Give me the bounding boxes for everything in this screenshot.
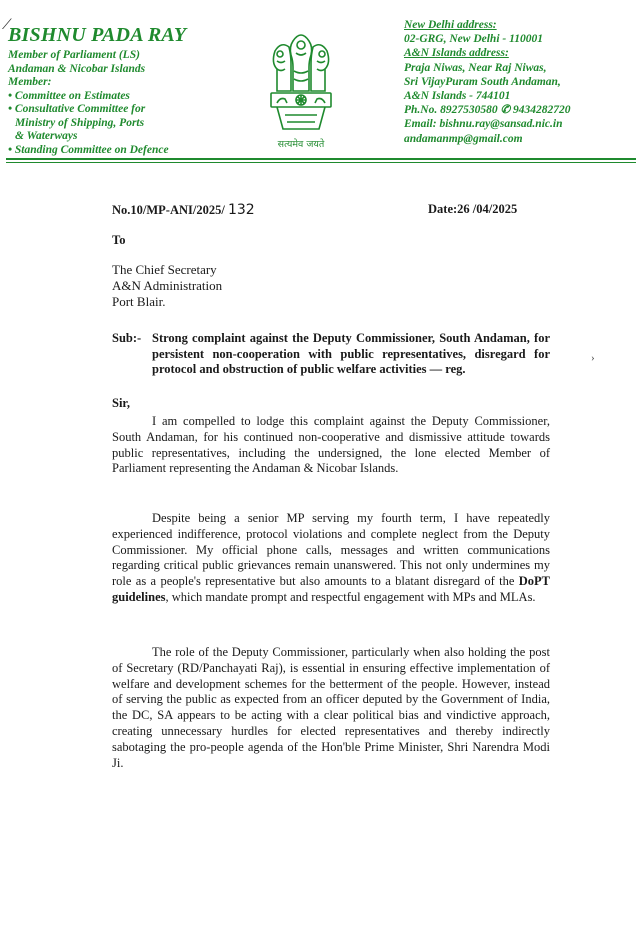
paragraph-3: The role of the Deputy Commissioner, particularly when also holding the post of Secretary (RD/Panchayati Raj), is essential in ensuring effective implementation of welfare and development schemes for the betterment of the people. However, instead of serving the public as expected from an officer deputed by the Government of India, the DC, SA appears to be acting with a clear political bias and vindictive approach, creating unnecessary hurdles for elected representatives and thereby indirectly sabotaging the pro-people agenda of the Hon'ble Prime Minister, Shri Narendra Modi Ji. (112, 645, 550, 770)
mp-details (8, 49, 238, 157)
email-line: andamanmp@gmail.com (404, 132, 523, 145)
letter-date: Date:26 /04/2025 (428, 202, 518, 216)
phone-numbers: Ph.No. 8927530580 ✆ 9434282720 (404, 104, 571, 117)
islands-address-line: Sri VijayPuram South Andaman, (404, 75, 561, 88)
handwritten-number: 132 (227, 202, 255, 218)
constituency: Andaman & Nicobar Islands (8, 62, 146, 75)
paragraph-2-end: , which mandate prompt and respectful engagement with MPs and MLAs. (165, 589, 536, 604)
committee-item: & Waterways (15, 130, 78, 142)
pen-mark: ⟋ (2, 18, 12, 33)
mp-name: BISHNU PADA RAY (8, 24, 187, 46)
paragraph-1: I am compelled to lodge this complaint against the Deputy Commissioner, South Andaman, for his continued non-cooperative and dismissive attitude towards public representatives, including the undersigned, the lone elected Member of Parliament representing the Andaman & Nicobar Islands. (112, 414, 550, 476)
recipient-line: A&N Administration (112, 278, 223, 293)
state-emblem-icon (263, 27, 339, 139)
subject-block (112, 331, 550, 378)
reference-number (112, 202, 255, 218)
islands-address-label: A&N Islands address: (404, 47, 509, 60)
subject-label: Sub:- (112, 331, 142, 345)
subject-text: Strong complaint against the Deputy Commissioner, South Andaman, for persistent non-cooperation with public representatives, disregard for protocol and obstruction of public welfare activities — reg. (152, 331, 550, 377)
committee-item: • Standing Committee on Defence (8, 143, 169, 156)
reference-text: No.10/MP-ANI/2025/ (112, 203, 225, 217)
islands-address-line: A&N Islands - 744101 (404, 90, 511, 103)
member-label: Member: (8, 76, 52, 88)
emblem-motto: सत्यमेव जयते (277, 139, 325, 150)
letterhead-divider (6, 158, 636, 160)
salutation: Sir, (112, 396, 130, 410)
stray-mark: › (591, 352, 595, 364)
letterhead-divider-thin (6, 162, 636, 163)
email-line: Email: bishnu.ray@sansad.nic.in (404, 118, 563, 131)
recipient-address (112, 262, 222, 310)
delhi-address: 02-GRG, New Delhi - 110001 (404, 33, 543, 46)
committee-item: • Consultative Committee for (8, 103, 146, 115)
paragraph-2-text: Despite being a senior MP serving my fourth term, I have repeatedly experienced indifference, protocol violations and complete neglect from the Deputy Commissioner. My official phone calls, messages and written communications regarding critical public grievances remain unanswered. This not only undermines my role as a people's representative but also amounts to a blatant disregard of the (112, 511, 550, 589)
to-label: To (112, 233, 126, 247)
delhi-address-label: New Delhi address: (404, 19, 497, 31)
recipient-line: Port Blair. (112, 294, 166, 309)
committee-item: • Committee on Estimates (8, 89, 130, 102)
paragraph-2 (112, 511, 550, 606)
dopt-guidelines: DoPT guidelines (112, 574, 550, 604)
recipient-line: The Chief Secretary (112, 262, 217, 277)
islands-address-line: Praja Niwas, Near Raj Niwas, (404, 61, 547, 74)
committee-item: Ministry of Shipping, Ports (15, 116, 145, 129)
address-block (404, 18, 640, 146)
member-title: Member of Parliament (LS) (8, 49, 140, 61)
